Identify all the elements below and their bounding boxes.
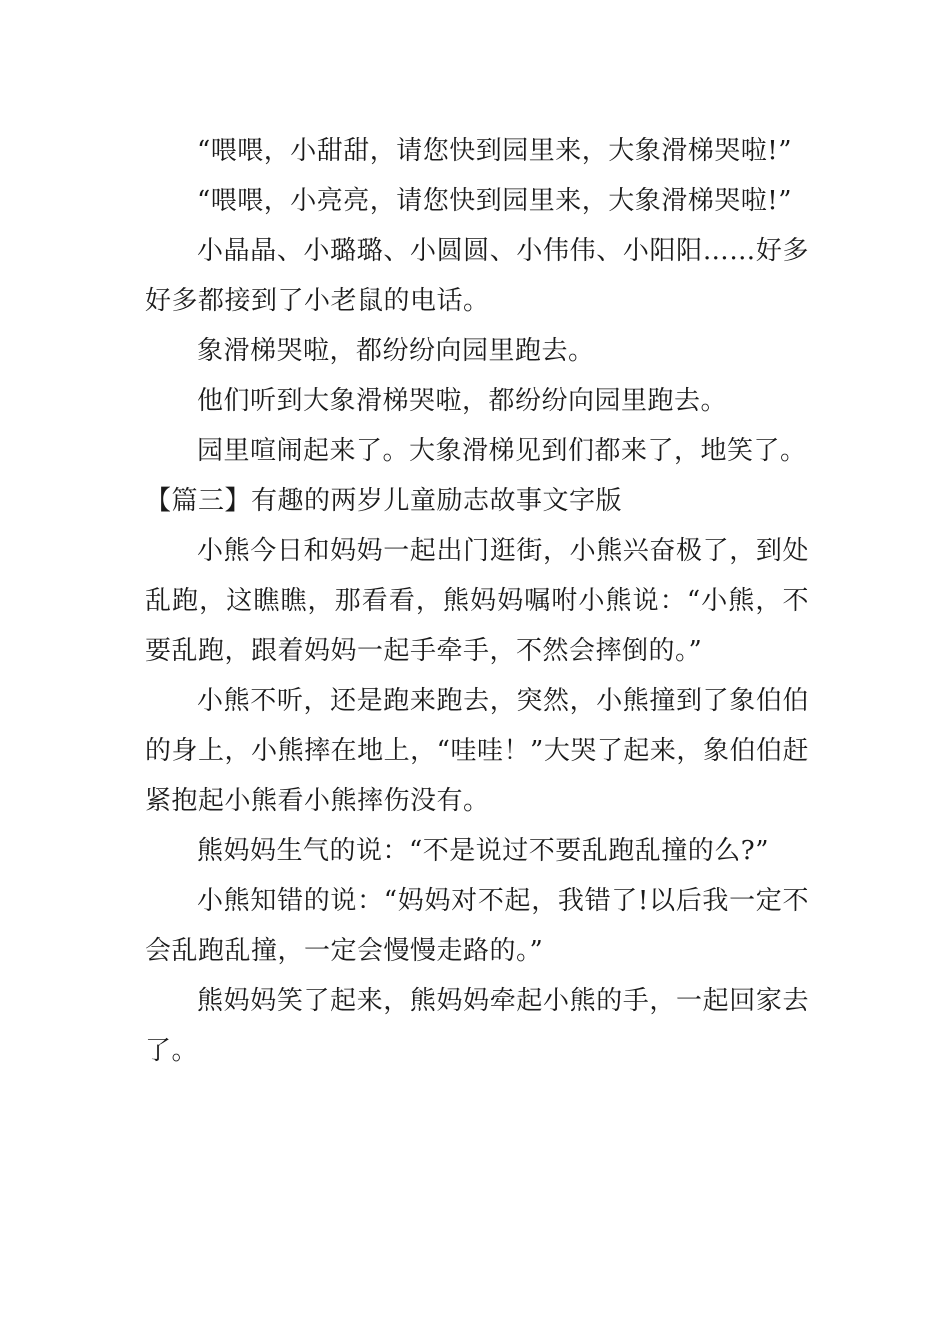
paragraph: 园里喧闹起来了。大象滑梯见到们都来了，地笑了。 xyxy=(197,436,807,466)
section-heading: 【篇三】有趣的两岁儿童励志故事文字版 xyxy=(145,486,623,516)
paragraph: 熊妈妈生气的说：“不是说过不要乱跑乱撞的么?” xyxy=(197,836,770,866)
paragraph: 小熊不听，还是跑来跑去，突然，小熊撞到了象伯伯的身上，小熊摔在地上，“哇哇！”大哭了起来，象伯伯赶紧抱起小熊看小熊摔伤没有。 xyxy=(145,686,809,816)
paragraph: 象滑梯哭啦，都纷纷向园里跑去。 xyxy=(197,336,595,366)
paragraph: 他们听到大象滑梯哭啦，都纷纷向园里跑去。 xyxy=(197,386,728,416)
paragraph: 小晶晶、小璐璐、小圆圆、小伟伟、小阳阳……好多好多都接到了小老鼠的电话。 xyxy=(145,236,809,316)
paragraph: “喂喂，小亮亮，请您快到园里来，大象滑梯哭啦!” xyxy=(197,186,793,216)
document-body xyxy=(145,126,809,1076)
paragraph: 熊妈妈笑了起来，熊妈妈牵起小熊的手，一起回家去了。 xyxy=(145,986,809,1066)
paragraph: 小熊今日和妈妈一起出门逛街，小熊兴奋极了，到处乱跑，这瞧瞧，那看看，熊妈妈嘱咐小熊说：“小熊，不要乱跑，跟着妈妈一起手牵手，不然会摔倒的。” xyxy=(145,536,809,666)
paragraph: 小熊知错的说：“妈妈对不起，我错了!以后我一定不会乱跑乱撞，一定会慢慢走路的。” xyxy=(145,886,809,966)
paragraph: “喂喂，小甜甜，请您快到园里来，大象滑梯哭啦!” xyxy=(197,136,793,166)
